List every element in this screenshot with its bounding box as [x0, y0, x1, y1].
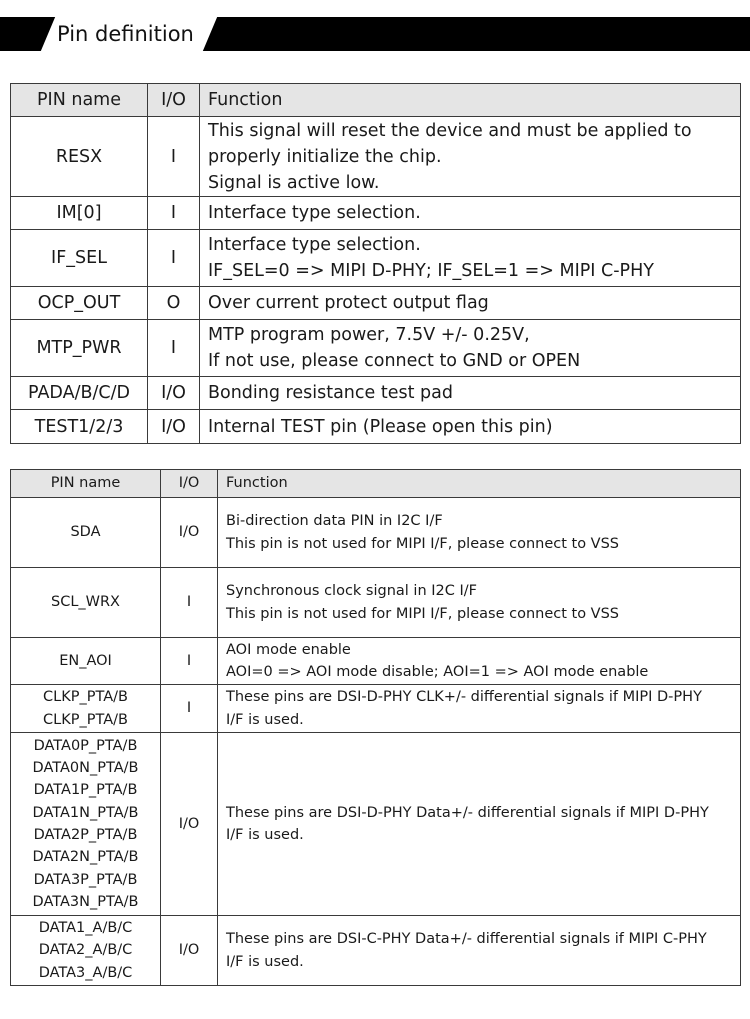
function-cell-line: These pins are DSI-D-PHY Data+/- differential signals if MIPI D-PHY	[226, 804, 709, 821]
function-cell-line: Signal is active low.	[208, 172, 380, 193]
table-header-row	[11, 84, 741, 117]
pin-name-cell-line: DATA2N_PTA/B	[32, 849, 139, 866]
function-cell-line: If not use, please connect to GND or OPEN	[208, 351, 581, 371]
pin-name-cell-line: SDA	[70, 524, 101, 541]
pin-name-cell-line: DATA1_A/B/C	[38, 920, 133, 937]
pin-name-cell	[11, 685, 161, 733]
function-cell-line: AOI mode enable	[226, 641, 351, 658]
table-row	[11, 733, 741, 916]
function-cell	[200, 377, 741, 410]
function-cell-line: Bonding resistance test pad	[208, 383, 453, 403]
io-cell: I/O	[161, 498, 218, 568]
header-pin-name: PIN name	[11, 470, 161, 498]
pin-name-cell: IF_SEL	[11, 230, 148, 287]
function-cell-line: I/F is used.	[226, 953, 304, 970]
pin-name-cell-line: DATA1P_PTA/B	[33, 782, 138, 799]
pin-name-cell-line: DATA3_A/B/C	[38, 964, 133, 981]
table-row	[11, 498, 741, 568]
table-row	[11, 320, 741, 377]
function-cell	[200, 197, 741, 230]
pin-name-cell-line: DATA0P_PTA/B	[33, 737, 138, 754]
table-row	[11, 197, 741, 230]
pin-name-cell-line: EN_AOI	[59, 652, 112, 669]
io-cell: I/O	[161, 916, 218, 986]
table-row	[11, 685, 741, 733]
pin-name-cell-line: DATA3P_PTA/B	[33, 871, 138, 888]
function-cell	[200, 410, 741, 444]
pin-name-cell	[11, 498, 161, 568]
function-cell-line: Internal TEST pin (Please open this pin)	[208, 416, 553, 437]
pin-table-secondary	[10, 469, 741, 986]
io-cell: I	[148, 230, 200, 287]
function-cell	[200, 230, 741, 287]
pin-name-cell: PADA/B/C/D	[11, 377, 148, 410]
header-function: Function	[218, 470, 741, 498]
pin-name-cell: IM[0]	[11, 197, 148, 230]
function-cell	[218, 685, 741, 733]
table-row	[11, 377, 741, 410]
page-title: Pin definition	[57, 22, 194, 46]
function-cell	[200, 117, 741, 197]
pin-name-cell	[11, 638, 161, 685]
table-row	[11, 916, 741, 986]
function-cell-line: I/F is used.	[226, 827, 304, 843]
pin-name-cell-line: DATA3N_PTA/B	[32, 893, 139, 910]
pin-name-cell-line: DATA1N_PTA/B	[32, 804, 139, 821]
function-cell-line: Synchronous clock signal in I2C I/F	[226, 583, 477, 600]
pin-name-cell	[11, 733, 161, 916]
pin-name-cell-line: DATA2P_PTA/B	[33, 827, 138, 843]
io-cell: I	[148, 197, 200, 230]
pin-name-cell: RESX	[11, 117, 148, 197]
function-cell	[218, 916, 741, 986]
table-row	[11, 117, 741, 197]
function-cell	[218, 568, 741, 638]
io-cell: I	[161, 568, 218, 638]
table-row	[11, 568, 741, 638]
pin-name-cell-line: SCL_WRX	[50, 594, 120, 611]
function-cell-line: This pin is not used for MIPI I/F, please connect to VSS	[226, 605, 620, 622]
function-cell-line: These pins are DSI-C-PHY Data+/- differential signals if MIPI C-PHY	[226, 931, 707, 948]
function-cell	[200, 287, 741, 320]
function-cell-line: These pins are DSI-D-PHY CLK+/- differential signals if MIPI D-PHY	[226, 689, 702, 706]
pin-name-cell-line: DATA2_A/B/C	[38, 942, 133, 959]
table-row	[11, 638, 741, 685]
function-cell-line: This pin is not used for MIPI I/F, please connect to VSS	[226, 535, 620, 552]
header-io: I/O	[161, 470, 218, 498]
table-row	[11, 410, 741, 444]
pin-name-cell-line: DATA0N_PTA/B	[32, 760, 139, 777]
header-io: I/O	[148, 84, 200, 117]
function-cell-line: AOI=0 => AOI mode disable; AOI=1 => AOI mode enable	[226, 664, 649, 680]
header-pin-name: PIN name	[11, 84, 148, 117]
function-cell	[200, 320, 741, 377]
function-cell-line: Over current protect output flag	[208, 293, 489, 313]
io-cell: I	[161, 638, 218, 685]
pin-name-cell: TEST1/2/3	[11, 410, 148, 444]
header-function: Function	[200, 84, 741, 117]
pin-name-cell-line: CLKP_PTA/B	[43, 711, 128, 728]
io-cell: I/O	[148, 377, 200, 410]
function-cell-line: IF_SEL=0 => MIPI D-PHY; IF_SEL=1 => MIPI C-PHY	[208, 261, 654, 281]
io-cell: I	[161, 685, 218, 733]
function-cell-line: properly initialize the chip.	[208, 146, 442, 167]
table-row	[11, 287, 741, 320]
function-cell	[218, 498, 741, 568]
function-cell-line: Interface type selection.	[208, 235, 421, 255]
function-cell-line: I/F is used.	[226, 711, 304, 728]
pin-name-cell: OCP_OUT	[11, 287, 148, 320]
pin-table-primary	[10, 83, 741, 444]
io-cell: I	[148, 117, 200, 197]
io-cell: I/O	[148, 410, 200, 444]
io-cell: O	[148, 287, 200, 320]
table-row	[11, 230, 741, 287]
function-cell	[218, 733, 741, 916]
io-cell: I/O	[161, 733, 218, 916]
pin-name-cell	[11, 916, 161, 986]
function-cell-line: Interface type selection.	[208, 203, 421, 223]
io-cell: I	[148, 320, 200, 377]
pin-name-cell: MTP_PWR	[11, 320, 148, 377]
function-cell-line: This signal will reset the device and must be applied to	[208, 120, 692, 141]
pin-name-cell	[11, 568, 161, 638]
function-cell	[218, 638, 741, 685]
function-cell-line: MTP program power, 7.5V +/- 0.25V,	[208, 325, 530, 345]
pin-name-cell-line: CLKP_PTA/B	[43, 689, 128, 706]
table-header-row	[11, 470, 741, 498]
function-cell-line: Bi-direction data PIN in I2C I/F	[226, 513, 443, 530]
